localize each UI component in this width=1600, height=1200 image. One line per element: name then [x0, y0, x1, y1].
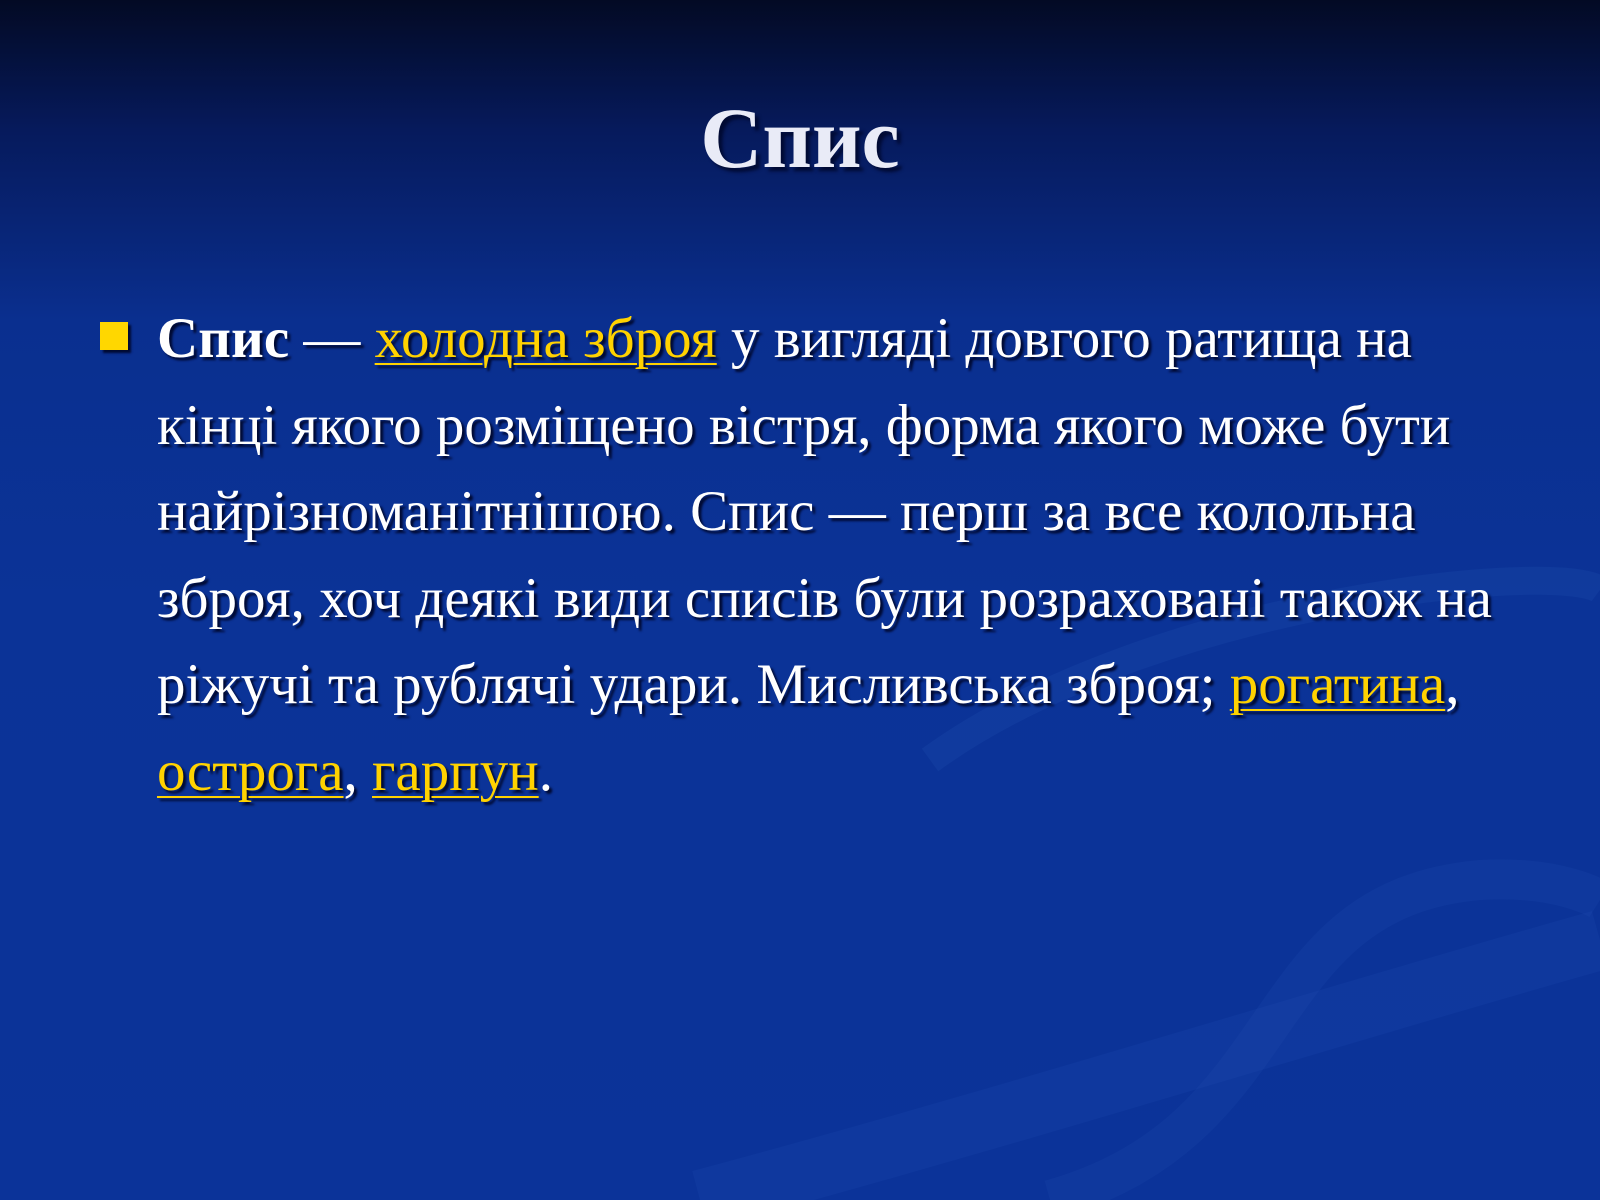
- link-ostroga[interactable]: острога: [157, 739, 344, 803]
- link-cold-weapon[interactable]: холодна зброя: [374, 307, 717, 370]
- square-bullet-icon: [100, 322, 128, 350]
- link-rogatyna[interactable]: рогатина: [1229, 653, 1446, 716]
- separator-text: ,: [1445, 653, 1460, 716]
- term-bold: Спис: [157, 307, 290, 370]
- link-harpoon[interactable]: гарпун: [372, 739, 539, 803]
- period-text: .: [538, 739, 553, 803]
- bullet-text: [157, 296, 1517, 815]
- separator-text: ,: [343, 739, 373, 803]
- slide-title: Спис: [700, 90, 900, 186]
- definition-text: у вигляді довгого ратища на кінці якого розміщено вістря, форма якого може бути найрізноманітнішою. Спис — перш за все колольна зброя, хоч деякі види списів були розраховані також на ріжучі та рублячі удари. Мисливська зброя;: [157, 307, 1492, 716]
- dash-text: —: [289, 307, 375, 370]
